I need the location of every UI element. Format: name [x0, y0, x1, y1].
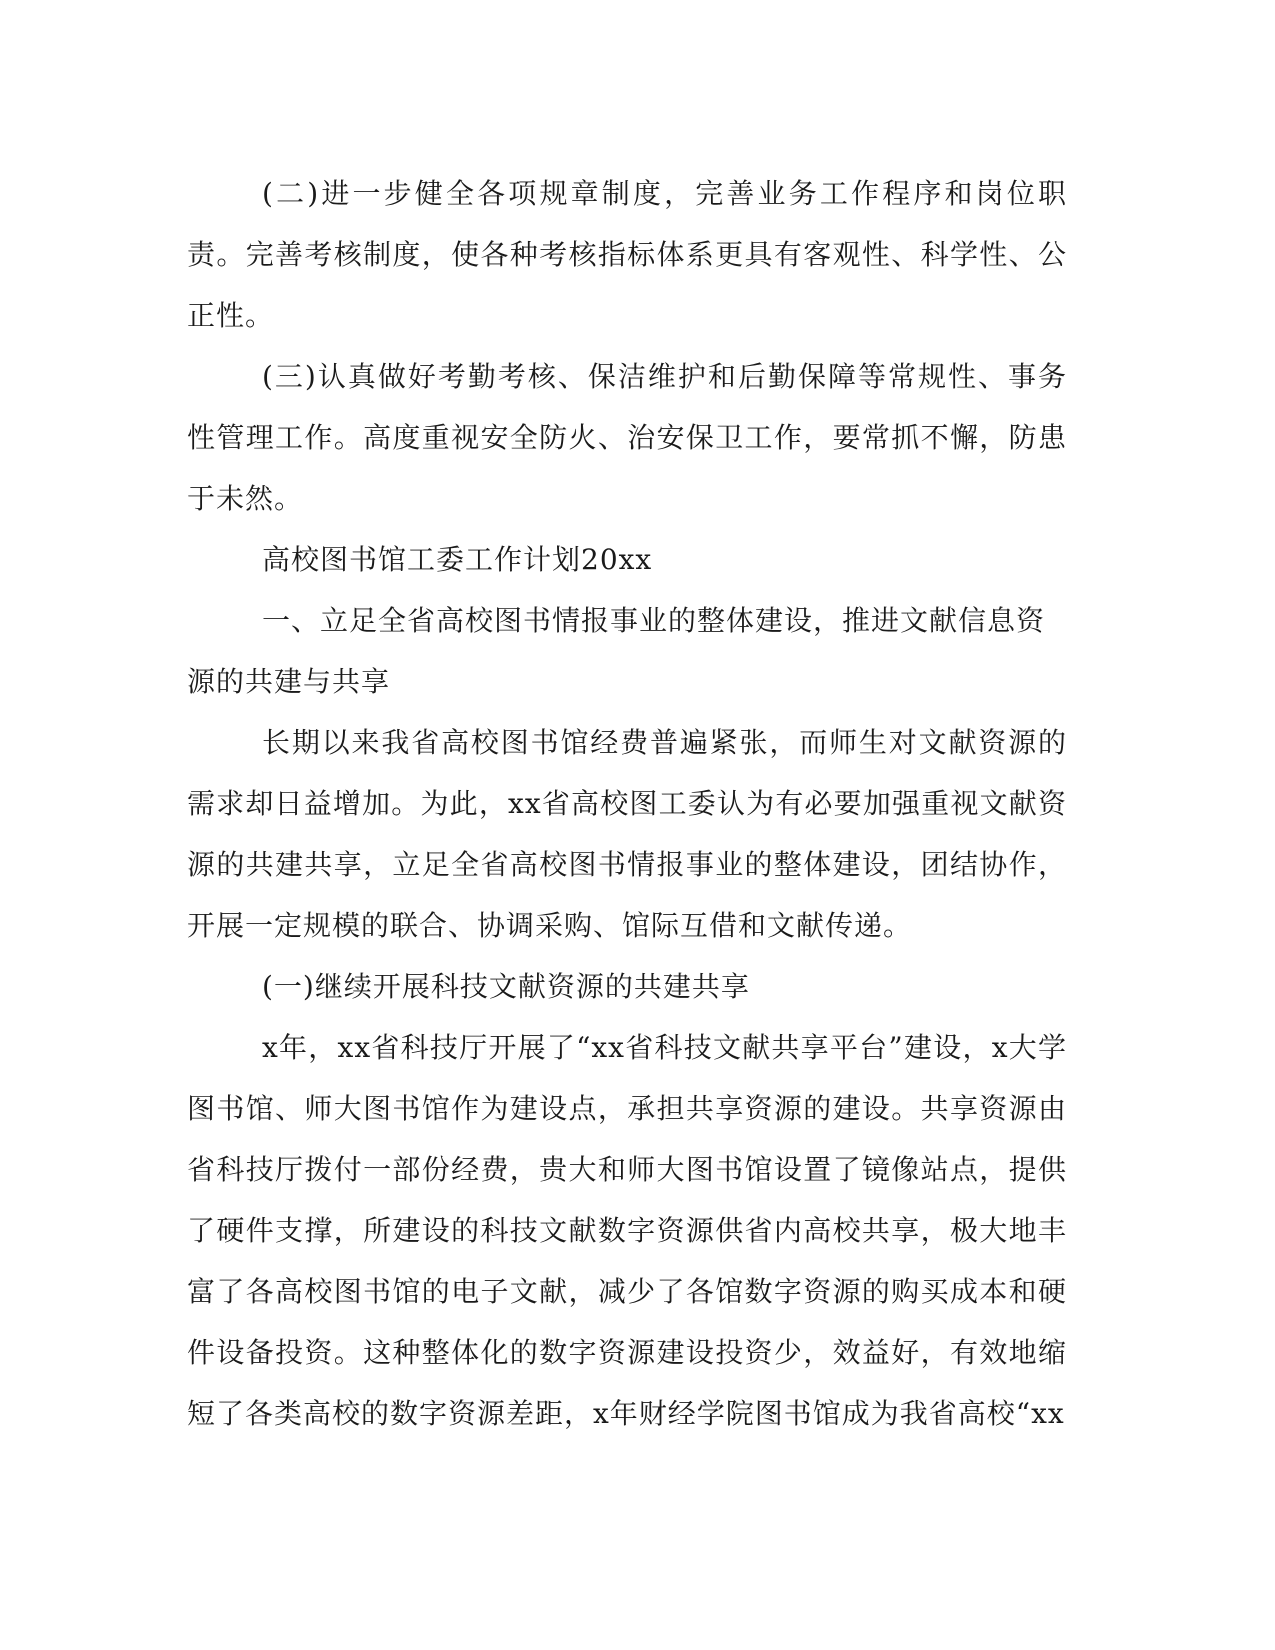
document-body	[187, 163, 1067, 1444]
subsection-heading-sci-tech-resources: (一)继续开展科技文献资源的共建共享	[262, 970, 750, 1003]
section-heading-resource-sharing: 一、立足全省高校图书情报事业的整体建设，推进文献信息资源的共建与共享	[187, 604, 1046, 698]
paragraph-regulations: (二)进一步健全各项规章制度，完善业务工作程序和岗位职责。完善考核制度，使各种考核指标体系更具有客观性、科学性、公正性。	[187, 177, 1067, 332]
paragraph-attendance-management: (三)认真做好考勤考核、保洁维护和后勤保障等常规性、事务性管理工作。高度重视安全防火、治安保卫工作，要常抓不懈，防患于未然。	[187, 360, 1067, 515]
paragraph-funding-background: 长期以来我省高校图书馆经费普遍紧张，而师生对文献资源的需求却日益增加。为此，xx省高校图工委认为有必要加强重视文献资源的共建共享，立足全省高校图书情报事业的整体建设，团结协作，开展一定规模的联合、协调采购、馆际互借和文献传递。	[187, 726, 1067, 942]
section-title-work-plan: 高校图书馆工委工作计划20xx	[262, 543, 653, 576]
paragraph-sci-tech-platform: x年，xx省科技厅开展了“xx省科技文献共享平台”建设，x大学图书馆、师大图书馆作为建设点，承担共享资源的建设。共享资源由省科技厅拨付一部份经费，贵大和师大图书馆设置了镜像站点，提供了硬件支撑，所建设的科技文献数字资源供省内高校共享，极大地丰富了各高校图书馆的电子文献，减少了各馆数字资源的购买成本和硬件设备投资。这种整体化的数字资源建设投资少，效益好，有效地缩短了各类高校的数字资源差距，x年财经学院图书馆成为我省高校“xx	[187, 1031, 1067, 1430]
